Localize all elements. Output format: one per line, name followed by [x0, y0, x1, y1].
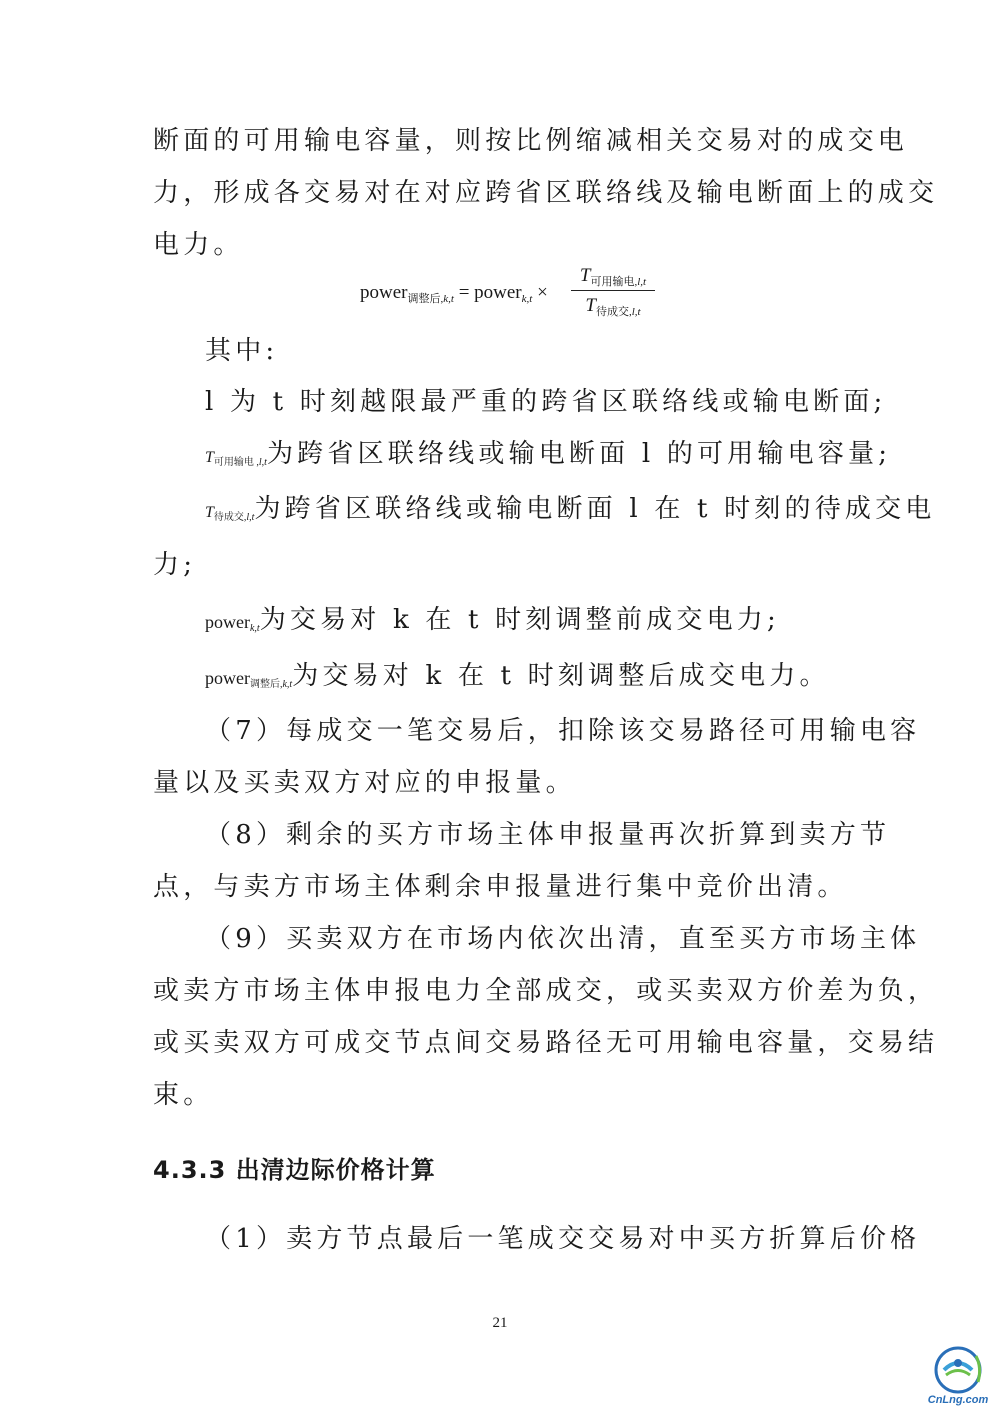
formula-power-text: power: [474, 282, 522, 303]
item-7: （7）每成交一笔交易后，扣除该交易路径可用输电容: [205, 716, 921, 746]
paragraph-line: 力，形成各交易对在对应跨省区联络线及输电断面上的成交: [153, 178, 939, 208]
item-1: （1）卖方节点最后一笔成交交易对中买方折算后价格: [205, 1224, 921, 1254]
symbol-T: T: [205, 504, 214, 521]
paragraph-line: 束。: [153, 1080, 214, 1110]
formula-T: T: [579, 265, 591, 286]
item-8: （8）剩余的买方市场主体申报量再次折算到卖方节: [205, 820, 891, 850]
symbol-sub: 可用输电 ,: [213, 457, 259, 468]
formula-lhs: [360, 282, 548, 306]
definition-power-before: [205, 603, 905, 646]
symbol-sub-kt: k,t: [282, 679, 293, 690]
formula-equals: =: [458, 282, 470, 303]
formula-sub-kt: k,t: [443, 293, 454, 305]
definition-text: 为交易对 k 在 t 时刻调整前成交电力;: [259, 605, 780, 635]
item-9: （9）买卖双方在市场内依次出清，直至买方市场主体: [205, 924, 921, 954]
symbol-power: power: [205, 612, 250, 632]
page-number: 21: [492, 1315, 508, 1331]
paragraph-line: 力;: [153, 550, 197, 580]
fraction-denominator: [568, 291, 658, 319]
section-heading: 4.3.3 出清边际价格计算: [153, 1156, 436, 1184]
symbol-power: power: [205, 668, 250, 688]
logo-text: CnLng.com: [928, 1394, 989, 1406]
paragraph-line: 或买卖双方可成交节点间交易路径无可用输电容量，交易结: [153, 1028, 939, 1058]
definition-t-pending: [205, 492, 936, 535]
paragraph-line: 断面的可用输电容量，则按比例缩减相关交易对的成交电: [153, 126, 909, 156]
cnlng-logo-icon: [928, 1342, 992, 1406]
formula-fraction: [568, 262, 658, 319]
symbol-sub: 待成交,: [213, 512, 247, 523]
formula-sub: 调整后,: [407, 293, 444, 305]
formula-T: T: [585, 295, 596, 316]
formula-sub-lt: l,t: [631, 306, 641, 318]
paragraph-line: 或卖方市场主体申报电力全部成交，或买卖双方价差为负，: [153, 976, 939, 1006]
formula-power-text: power: [360, 282, 408, 303]
symbol-sub-lt: l,t: [246, 512, 255, 523]
symbol-sub: 调整后,: [249, 679, 283, 690]
formula-sub-kt: k,t: [521, 293, 533, 305]
definition-text: 为跨省区联络线或输电断面 l 在 t 时刻的待成交电: [254, 494, 936, 524]
paragraph-line: 点，与卖方市场主体剩余申报量进行集中竞价出清。: [153, 872, 848, 902]
definition-text: 为跨省区联络线或输电断面 l 的可用输电容量;: [266, 439, 892, 469]
paragraph-line: 电力。: [153, 230, 244, 260]
scaling-formula: [360, 262, 660, 326]
formula-sub-lt: l,t: [637, 276, 647, 288]
formula-times: ×: [537, 282, 548, 303]
symbol-sub-kt: k,t: [249, 623, 260, 634]
paragraph-line: 其中:: [205, 336, 279, 366]
fraction-numerator: [568, 262, 658, 290]
symbol-sub-lt: l,t: [258, 457, 267, 468]
symbol-T: T: [205, 449, 214, 466]
definition-t-available: [205, 437, 905, 480]
formula-sub: 可用输电,: [590, 276, 638, 288]
definition-text: 为交易对 k 在 t 时刻调整后成交电力。: [292, 661, 830, 691]
formula-sub: 待成交,: [595, 306, 632, 318]
paragraph-line: 量以及买卖双方对应的申报量。: [153, 768, 576, 798]
definition-l: l 为 t 时刻越限最严重的跨省区联络线或输电断面;: [205, 387, 887, 417]
definition-power-after: [205, 659, 905, 702]
